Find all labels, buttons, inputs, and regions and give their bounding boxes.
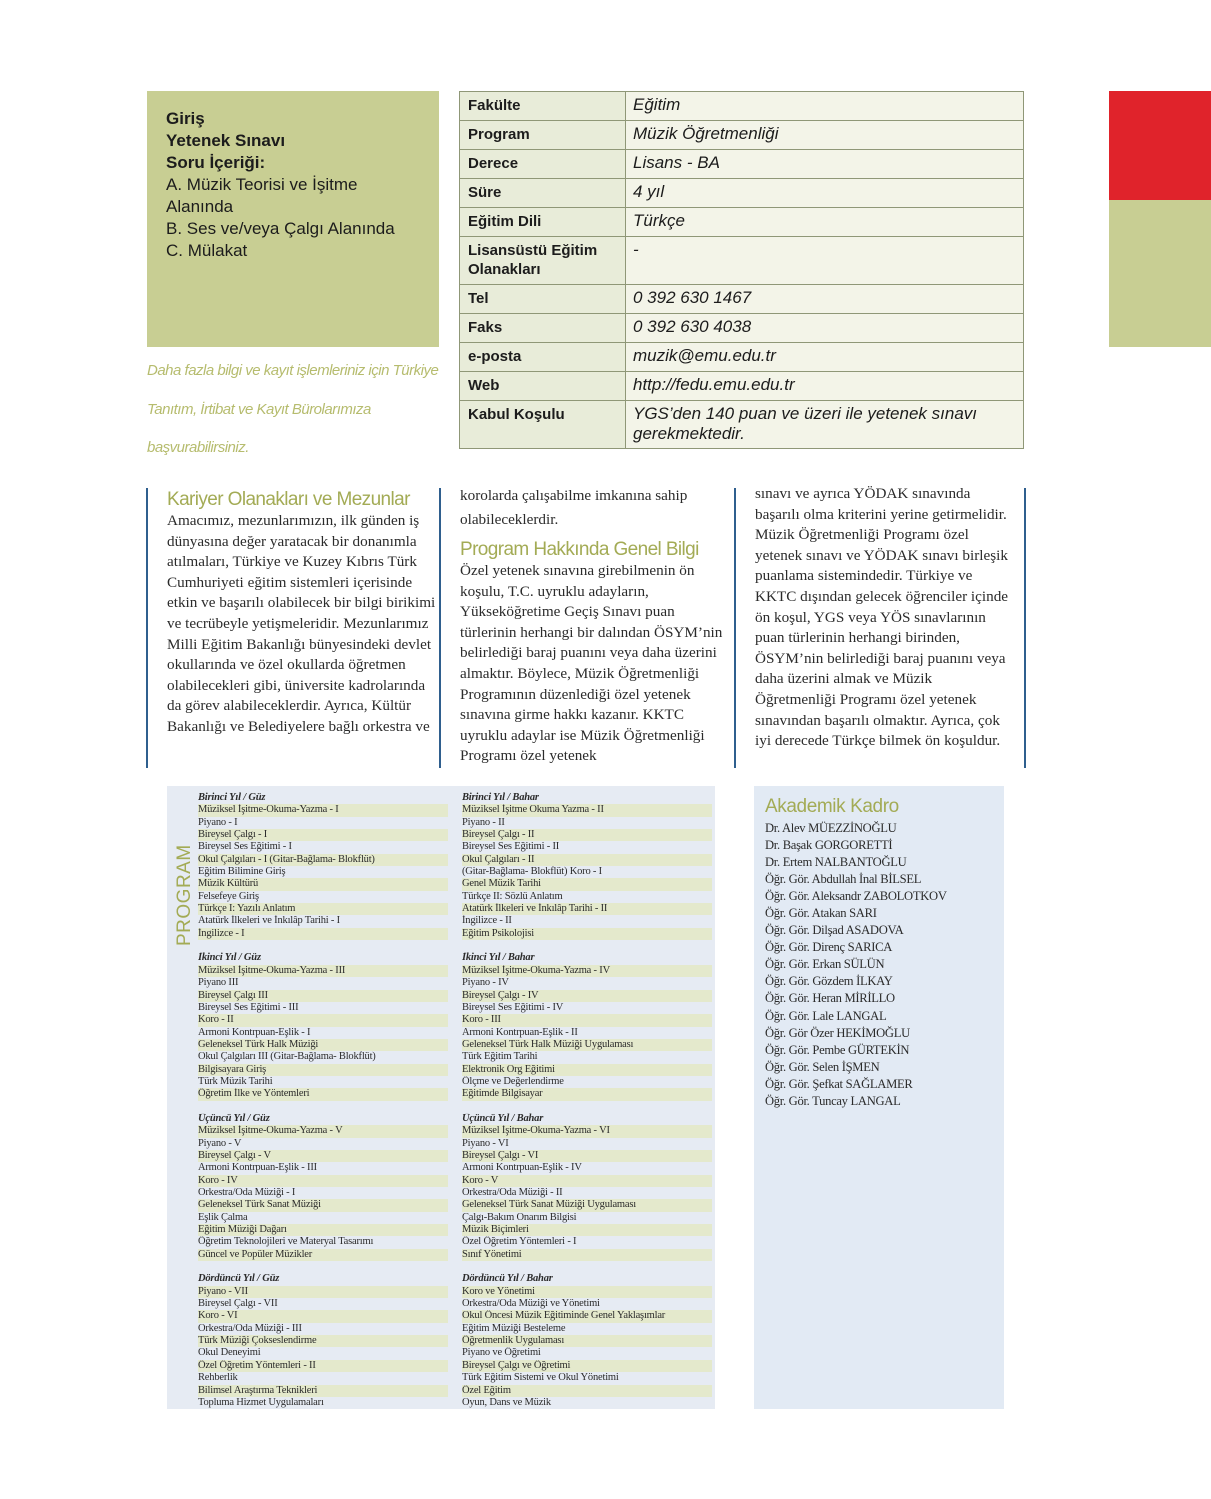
staff-member: Öğr. Gör. Şefkat SAĞLAMER <box>765 1076 913 1091</box>
info-value: 0 392 630 1467 <box>626 285 1024 314</box>
staff-member: Öğr. Gör. Dilşad ASADOVA <box>765 923 904 938</box>
course-row: Bireysel Çalgı - IV <box>462 990 712 1002</box>
course-row: Atatürk İlkeleri ve İnkılâp Tarihi - II <box>462 903 712 915</box>
accent-bar-red <box>1109 91 1211 200</box>
semester-block <box>198 952 448 1100</box>
academic-staff-panel <box>754 786 1004 1409</box>
course-row: Orkestra/Oda Müziği - II <box>462 1187 563 1198</box>
course-row: Piyano - V <box>198 1137 242 1149</box>
course-row: Türkçe I: Yazılı Anlatım <box>198 903 448 915</box>
course-row: Bireysel Çalgı III <box>198 990 448 1002</box>
info-row <box>460 208 1024 237</box>
info-key: Süre <box>460 179 626 208</box>
career-text: Amacımız, mezunlarımızın, ilk günden iş dünyasına değer yaratacak bir donanımla atılmaları, Türkiye ve Kuzey Kıbrıs Türk Cumhuriyeti eğitim sistemleri içerisinde etkin ve başarılı olabilecek bir bilgi birikimi ve tecrübeyle yetişmeleridir. Mezunlarımız Milli Eğitim Bakanlığı bünyesindeki devlet okullarında ve özel okullarda öğretmen olabilecekleri gibi, üniversite kadrolarında da görev alabileceklerdir. Ayrıca, Kültür Bakanlığı ve Belediyelere bağlı orkestra ve <box>167 512 436 735</box>
course-row: Türk Müziği Çokseslendirme <box>198 1335 448 1347</box>
course-row: (Gitar-Bağlama- Blokflüt) Koro - I <box>462 866 602 878</box>
staff-member: Dr. Başak GORGORETTİ <box>765 838 893 853</box>
course-row: Türk Eğitim Sistemi ve Okul Yönetimi <box>462 1372 619 1384</box>
course-row: Felsefeye Giriş <box>198 890 259 902</box>
course-row: İngilizce - I <box>198 928 448 940</box>
semester-block <box>198 1273 448 1409</box>
course-row: Bireysel Çalgı - VI <box>462 1150 712 1162</box>
course-row: Rehberlik <box>198 1372 238 1384</box>
course-row: Eşlik Çalma <box>198 1211 248 1223</box>
semester-block <box>462 1113 712 1261</box>
staff-member: Öğr. Gör. Lale LANGAL <box>765 1008 887 1023</box>
program-info-text: Özel yetenek sınavına girebilmenin ön koşulu, T.C. uyruklu adayların, Yükseköğretime Geçiş Sınavı puan türlerinin herhangi bir dalından ÖSYM’nin belirlediği baraj puanını veya daha üzerini almaktır. Böylece, Müzik Öğretmenliği Programının düzenlediği özel yetenek sınavına girme hakkı kazanır. KKTC uyruklu adaylar ise Müzik Öğretmenliği Programı özel yetenek <box>460 562 723 765</box>
course-row: Eğitim Müziği Besteleme <box>462 1322 566 1334</box>
semester-block <box>462 1273 712 1409</box>
info-row <box>460 92 1024 121</box>
course-row: Eğitim Bilimine Giriş <box>198 866 286 878</box>
info-key: Lisansüstü Eğitim Olanakları <box>460 237 626 285</box>
course-row: Bireysel Çalgı ve Öğretimi <box>462 1360 712 1372</box>
entry-title-2: Yetenek Sınavı <box>166 131 286 150</box>
info-value: Lisans - BA <box>626 150 1024 179</box>
registration-note: Daha fazla bilgi ve kayıt işlemleriniz için Türkiye Tanıtım, İrtibat ve Kayıt Bürolarımıza başvurabilirsiniz. <box>147 362 439 456</box>
article-column-1 <box>146 488 438 768</box>
info-value: - <box>626 237 1024 285</box>
program-info-table <box>459 91 1024 449</box>
course-row: Okul Çalgıları - I (Gitar-Bağlama- Blokflüt) <box>198 854 448 866</box>
course-row: Bireysel Ses Eğitimi - III <box>198 1001 299 1013</box>
staff-member: Öğr. Gör Özer HEKİMOĞLU <box>765 1025 910 1040</box>
course-row: Geleneksel Türk Halk Müziği Uygulaması <box>462 1039 712 1051</box>
course-row: Armoni Kontrpuan-Eşlik - I <box>198 1026 311 1038</box>
staff-member: Öğr. Gör. Selen İŞMEN <box>765 1059 880 1074</box>
course-row: Özel Eğitim <box>462 1385 712 1397</box>
course-row: Atatürk İlkeleri ve İnkılâp Tarihi - I <box>198 915 340 927</box>
course-row: Müzik Kültürü <box>198 878 448 890</box>
curriculum-label: PROGRAM <box>174 844 195 946</box>
course-row: Öğretim Teknolojileri ve Materyal Tasarımı <box>198 1236 374 1248</box>
article-column-2 <box>439 488 734 768</box>
course-row: Çalgı-Bakım Onarım Bilgisi <box>462 1211 577 1223</box>
course-row: Koro - III <box>462 1014 712 1026</box>
entry-requirements-box <box>147 91 439 347</box>
info-row <box>460 314 1024 343</box>
course-row: Müziksel İşitme-Okuma-Yazma - I <box>198 804 448 816</box>
staff-heading: Akademik Kadro <box>765 796 899 817</box>
curriculum-spring-column <box>462 792 712 1422</box>
info-value: Eğitim <box>626 92 1024 121</box>
info-key: Web <box>460 372 626 401</box>
course-row: Koro ve Yönetimi <box>462 1286 712 1298</box>
article-column-3 <box>734 485 1026 768</box>
staff-member: Öğr. Gör. Pembe GÜRTEKİN <box>765 1042 910 1057</box>
staff-list <box>765 820 993 1110</box>
info-value: Müzik Öğretmenliği <box>626 121 1024 150</box>
course-row: Özel Öğretim Yöntemleri - I <box>462 1236 577 1248</box>
semester-title: Üçüncü Yıl / Bahar <box>462 1112 544 1124</box>
staff-member: Dr. Alev MÜEZZİNOĞLU <box>765 821 897 835</box>
career-heading: Kariyer Olanakları ve Mezunlar <box>167 489 410 510</box>
entry-title-1: Giriş <box>166 109 205 128</box>
staff-member: Öğr. Gör. Heran MİRİLLO <box>765 991 895 1006</box>
course-row: Eğitim Psikolojisi <box>462 928 712 940</box>
course-row: Armoni Kontrpuan-Eşlik - IV <box>462 1162 582 1174</box>
semester-title: Dördüncü Yıl / Bahar <box>462 1273 553 1285</box>
course-row: Koro - VI <box>198 1310 448 1322</box>
info-key: Fakülte <box>460 92 626 121</box>
entry-item: C. Mülakat <box>166 241 248 260</box>
course-row: Topluma Hizmet Uygulamaları <box>198 1396 324 1408</box>
course-row: Okul Çalgıları - II <box>462 854 712 866</box>
course-row: Müzik Biçimleri <box>462 1224 712 1236</box>
entry-item: A. Müzik Teorisi ve İşitme Alanında <box>166 175 358 216</box>
course-row: Piyano III <box>198 977 239 989</box>
semester-title: İkinci Yıl / Güz <box>198 952 261 964</box>
course-row: Geleneksel Türk Sanat Müziği Uygulaması <box>462 1199 712 1211</box>
semester-title: Birinci Yıl / Bahar <box>462 792 539 803</box>
info-row <box>460 372 1024 401</box>
course-row: Koro - V <box>462 1175 712 1187</box>
course-row: Müziksel İşitme Okuma Yazma - II <box>462 804 712 816</box>
info-value: 4 yıl <box>626 179 1024 208</box>
course-row: Bireysel Çalgı - I <box>198 829 448 841</box>
staff-member: Öğr. Gör. Aleksandr ZABOLOTKOV <box>765 889 947 904</box>
course-row: Okul Deneyimi <box>198 1347 261 1359</box>
staff-member: Öğr. Gör. Abdullah İnal BİLSEL <box>765 872 922 887</box>
course-row: Müziksel İşitme-Okuma-Yazma - V <box>198 1125 448 1137</box>
course-row: Bilgisayara Giriş <box>198 1064 448 1076</box>
course-row: Güncel ve Popüler Müzikler <box>198 1249 448 1261</box>
entry-title-3: Soru İçeriği: <box>166 153 266 172</box>
course-row: Müziksel İşitme-Okuma-Yazma - IV <box>462 965 712 977</box>
course-row: Piyano ve Öğretimi <box>462 1347 541 1359</box>
course-row: Armoni Kontrpuan-Eşlik - II <box>462 1026 578 1038</box>
course-row: Geleneksel Türk Sanat Müziği <box>198 1199 448 1211</box>
info-value: http://fedu.emu.edu.tr <box>626 372 1024 401</box>
staff-member: Öğr. Gör. Erkan SÜLÜN <box>765 957 885 972</box>
course-row: Koro - IV <box>198 1175 448 1187</box>
course-row: Piyano - I <box>198 816 238 828</box>
course-row: Orkestra/Oda Müziği - I <box>198 1187 296 1198</box>
course-row: Öğretim İlke ve Yöntemleri <box>198 1088 448 1100</box>
course-row: Okul Öncesi Müzik Eğitiminde Genel Yaklaşımlar <box>462 1310 712 1322</box>
info-value: 0 392 630 4038 <box>626 314 1024 343</box>
course-row: Elektronik Org Eğitimi <box>462 1064 712 1076</box>
info-key: Faks <box>460 314 626 343</box>
course-row: Genel Müzik Tarihi <box>462 878 712 890</box>
info-key: Kabul Koşulu <box>460 401 626 449</box>
course-row: Bireysel Ses Eğitimi - IV <box>462 1001 564 1013</box>
info-value: Türkçe <box>626 208 1024 237</box>
course-row: Bireysel Çalgı - V <box>198 1150 448 1162</box>
info-row <box>460 285 1024 314</box>
career-text-continued: korolarda çalışabilme imkanına sahip olabileceklerdir. <box>460 487 688 528</box>
info-key: e-posta <box>460 343 626 372</box>
staff-member: Öğr. Gör. Direnç SARICA <box>765 940 893 955</box>
info-key: Program <box>460 121 626 150</box>
course-row: Öğretmenlik Uygulaması <box>462 1335 712 1347</box>
staff-member: Öğr. Gör. Atakan SARI <box>765 906 877 921</box>
accent-bar-green <box>1109 200 1211 347</box>
info-row <box>460 150 1024 179</box>
program-info-text-continued: sınavı ve ayrıca YÖDAK sınavında başarılı olma kriterini yerine getirmelidir. Müzik Öğretmenliği Programı özel yetenek sınavı ve YÖDAK sınavı birleşik puanlama sistemindedir. Türkiye ve KKTC dışından gelecek öğrenciler içinde ön koşul, YGS veya YÖS sınavlarının puan türlerinin herhangi birinden, ÖSYM’nin belirlediği baraj puanını veya daha üzerini almak ve Müzik Öğretmenliği Programı özel yetenek sınavından başarılı olmaktır. Ayrıca, çok iyi derecede Türkçe bilmek ön koşuldur. <box>755 485 1009 750</box>
course-row: Türk Eğitim Tarihi <box>462 1051 538 1063</box>
course-row: Özel Öğretim Yöntemleri - II <box>198 1360 448 1372</box>
semester-block <box>198 792 448 940</box>
course-row: Piyano - IV <box>462 977 509 989</box>
course-row: Piyano - II <box>462 816 505 828</box>
semester-title: İkinci Yıl / Bahar <box>462 952 535 964</box>
info-row <box>460 179 1024 208</box>
semester-title: Dördüncü Yıl / Güz <box>198 1273 280 1285</box>
info-row <box>460 121 1024 150</box>
semester-title: Üçüncü Yıl / Güz <box>198 1112 270 1124</box>
info-key: Derece <box>460 150 626 179</box>
info-key: Eğitim Dili <box>460 208 626 237</box>
info-value: YGS’den 140 puan ve üzeri ile yetenek sınavı gerekmektedir. <box>626 401 1024 449</box>
curriculum-fall-column <box>198 792 448 1422</box>
course-row: Türkçe II: Sözlü Anlatım <box>462 890 563 902</box>
info-row <box>460 237 1024 285</box>
course-row: İngilizce - II <box>462 915 512 927</box>
staff-member: Dr. Ertem NALBANTOĞLU <box>765 855 907 870</box>
course-row: Bilimsel Araştırma Teknikleri <box>198 1385 448 1397</box>
course-row: Bireysel Çalgı - II <box>462 829 712 841</box>
course-row: Orkestra/Oda Müziği ve Yönetimi <box>462 1298 600 1310</box>
course-row: Koro - II <box>198 1014 448 1026</box>
entry-item: B. Ses ve/veya Çalgı Alanında <box>166 219 395 238</box>
program-info-heading: Program Hakkında Genel Bilgi <box>460 539 699 560</box>
course-row: Okul Çalgıları III (Gitar-Bağlama- Blokflüt) <box>198 1051 376 1063</box>
course-row: Piyano - VII <box>198 1286 448 1298</box>
semester-block <box>198 1113 448 1261</box>
course-row: Oyun, Dans ve Müzik <box>462 1396 551 1408</box>
course-row: Sınıf Yönetimi <box>462 1249 712 1261</box>
course-row: Müziksel İşitme-Okuma-Yazma - III <box>198 965 448 977</box>
course-row: Türk Müzik Tarihi <box>198 1075 273 1087</box>
semester-title: Birinci Yıl / Güz <box>198 792 266 803</box>
course-row: Eğitimde Bilgisayar <box>462 1088 712 1100</box>
course-row: Bireysel Ses Eğitimi - I <box>198 841 292 853</box>
course-row: Bireysel Çalgı - VII <box>198 1298 278 1310</box>
info-row <box>460 343 1024 372</box>
semester-block <box>462 952 712 1100</box>
course-row: Ölçme ve Değerlendirme <box>462 1075 564 1087</box>
course-row: Müziksel İşitme-Okuma-Yazma - VI <box>462 1125 712 1137</box>
course-row: Armoni Kontrpuan-Eşlik - III <box>198 1162 317 1174</box>
course-row: Orkestra/Oda Müziği - III <box>198 1322 302 1334</box>
info-key: Tel <box>460 285 626 314</box>
info-value: muzik@emu.edu.tr <box>626 343 1024 372</box>
course-row: Eğitim Müziği Dağarı <box>198 1224 448 1236</box>
semester-block <box>462 792 712 940</box>
course-row: Geleneksel Türk Halk Müziği <box>198 1039 448 1051</box>
course-row: Piyano - VI <box>462 1137 509 1149</box>
staff-member: Öğr. Gör. Gözdem İLKAY <box>765 974 893 989</box>
staff-member: Öğr. Gör. Tuncay LANGAL <box>765 1093 901 1108</box>
info-row <box>460 401 1024 449</box>
course-row: Bireysel Ses Eğitimi - II <box>462 841 560 853</box>
